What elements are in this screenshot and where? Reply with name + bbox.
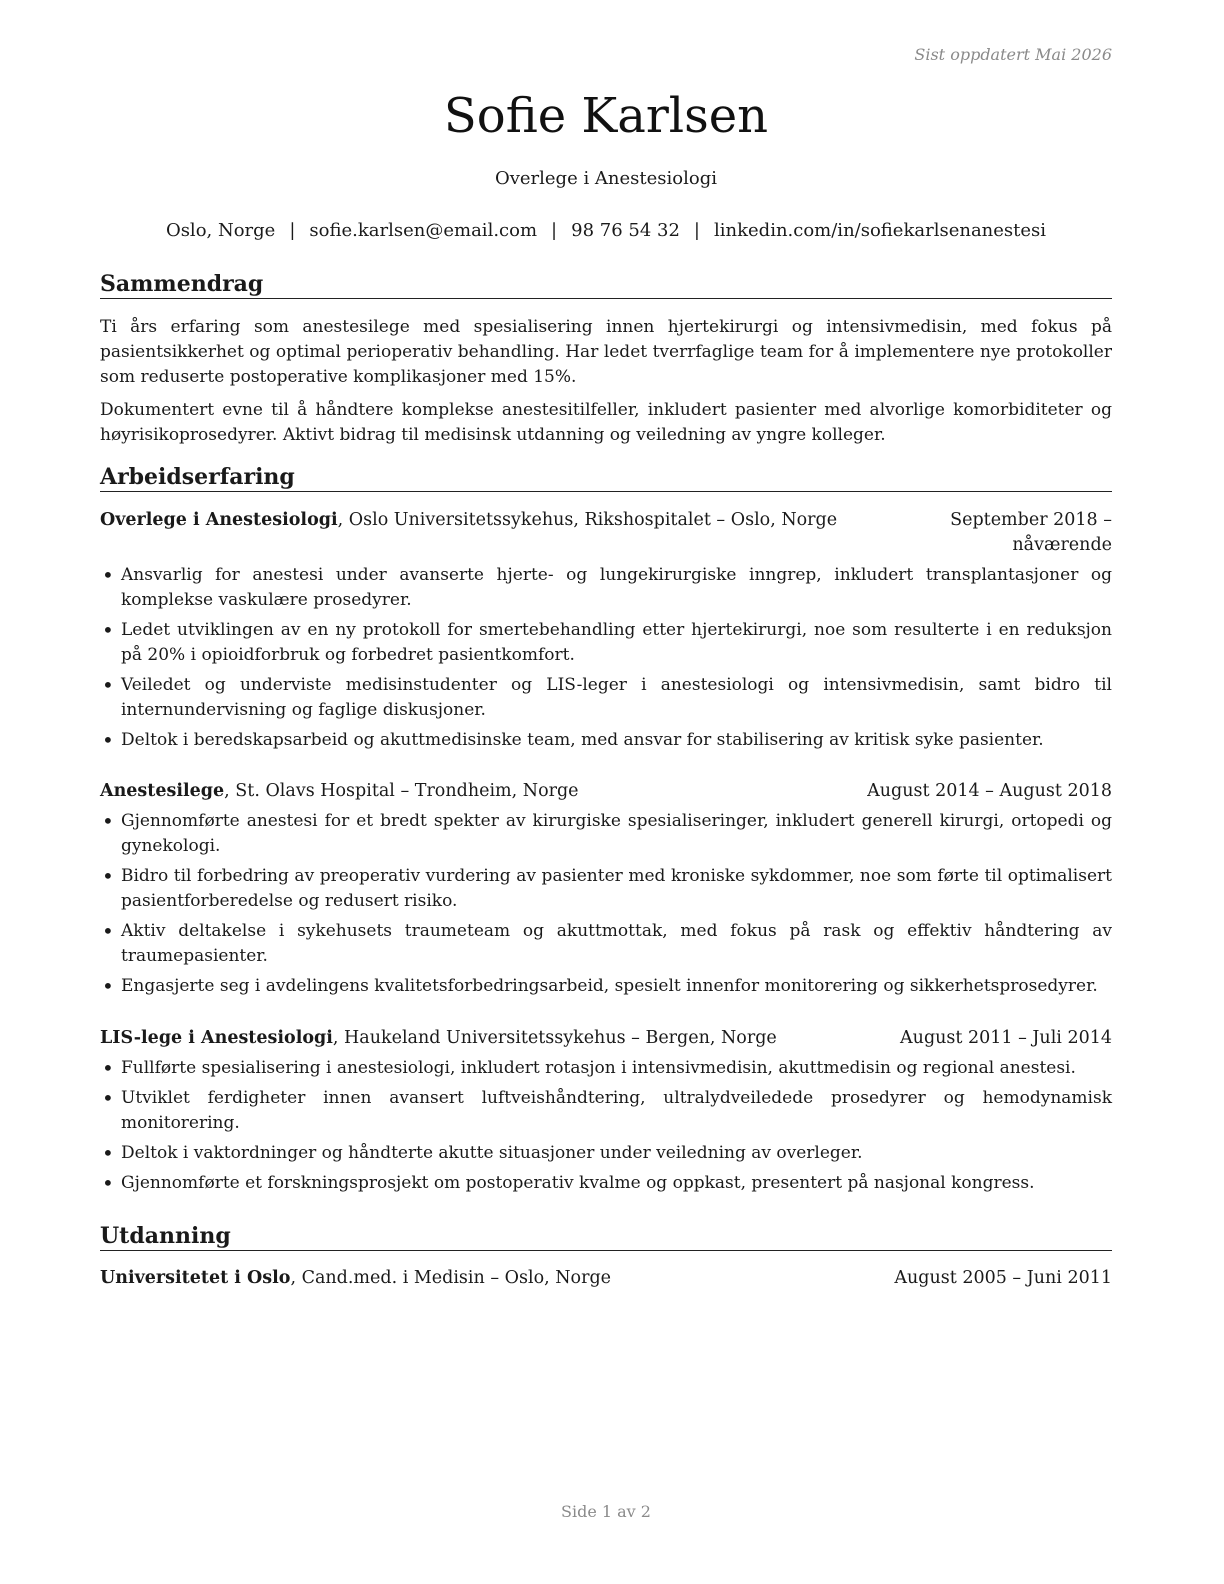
list-item: • Gjennomførte anestesi for et bredt spekter av kirurgiske spesialiseringer, inkludert generell kirurgi, ortopedi og gynekologi.	[100, 809, 1112, 859]
job-date: August 2014 – August 2018	[867, 781, 1112, 801]
summary-paragraph: Ti års erfaring som anestesilege med spesialisering innen hjertekirurgi og intensivmedisin, med fokus på pasientsikkerhet og optimal perioperativ behandling. Har ledet tverrfaglige team for å implementere nye protokoller som reduserte postoperative komplikasjoner med 15%.	[100, 317, 1112, 387]
list-item: • Aktiv deltakelse i sykehusets traumeteam og akuttmottak, med fokus på rask og effektiv håndtering av traumepasienter.	[100, 919, 1112, 969]
contact-email[interactable]: sofie.karlsen@email.com	[309, 220, 538, 241]
job-header	[100, 1026, 1112, 1051]
list-item: • Ledet utviklingen av en ny protokoll for smertebehandling etter hjertekirurgi, noe som resulterte i en reduksjon på 20% i opioidforbruk og forbedret pasientkomfort.	[100, 618, 1112, 668]
contact-line	[100, 220, 1112, 241]
job-place: , St. Olavs Hospital – Trondheim, Norge	[224, 781, 579, 801]
person-name: Sofie Karlsen	[443, 88, 769, 144]
list-item: • Fullførte spesialisering i anestesiologi, inkludert rotasjon i intensivmedisin, akuttmedisin og regional anestesi.	[100, 1056, 1112, 1081]
list-item: • Bidro til forbedring av preoperativ vurdering av pasienter med kroniske sykdommer, noe som førte til optimalisert pasientforberedelse og redusert risiko.	[100, 864, 1112, 914]
job-role: Overlege i Anestesiologi	[100, 510, 338, 530]
contact-separator: |	[551, 220, 558, 241]
list-item: • Veiledet og underviste medisinstudenter og LIS-leger i anestesiologi og intensivmedisin, samt bidro til internundervisning og faglige diskusjoner.	[100, 673, 1112, 723]
job-header	[100, 779, 1112, 804]
education-date: August 2005 – Juni 2011	[894, 1268, 1112, 1288]
job-title: Overlege i Anestesiologi	[494, 168, 718, 189]
contact-location: Oslo, Norge	[165, 220, 276, 241]
contact-separator: |	[289, 220, 296, 241]
list-item: • Deltok i beredskapsarbeid og akuttmedisinske team, med ansvar for stabilisering av kritisk syke pasienter.	[100, 728, 1112, 753]
contact-linkedin[interactable]: linkedin.com/in/sofiekarlsenanestesi	[714, 220, 1047, 241]
education-item	[100, 1266, 1112, 1291]
list-item: • Engasjerte seg i avdelingens kvalitetsforbedringsarbeid, spesielt innenfor monitorering og sikkerhetsprosedyrer.	[100, 974, 1112, 999]
last-updated: Sist oppdatert Mai 2026	[914, 45, 1112, 64]
job-header	[100, 508, 1112, 555]
contact-phone[interactable]: 98 76 54 32	[571, 220, 680, 241]
job-bullet-list	[100, 1056, 1112, 1201]
job-role: LIS-lege i Anestesiologi	[100, 1028, 333, 1048]
education-degree: , Cand.med. i Medisin – Oslo, Norge	[290, 1268, 612, 1288]
page-number: Side 1 av 2	[561, 1502, 651, 1521]
job-bullet-list	[100, 563, 1112, 758]
job-date: September 2018 – nåværende	[950, 510, 1112, 555]
job-place: , Oslo Universitetssykehus, Rikshospitalet – Oslo, Norge	[337, 510, 838, 530]
job-date: August 2011 – Juli 2014	[900, 1028, 1112, 1048]
section-title-education: Utdanning	[100, 1222, 1112, 1251]
list-item: • Deltok i vaktordninger og håndterte akutte situasjoner under veiledning av overleger.	[100, 1141, 1112, 1166]
job-place: , Haukeland Universitetssykehus – Bergen, Norge	[332, 1028, 777, 1048]
job-bullet-list	[100, 809, 1112, 1004]
section-title-summary: Sammendrag	[100, 270, 1112, 299]
job-role: Anestesilege	[100, 781, 225, 801]
contact-separator: |	[693, 220, 700, 241]
list-item: • Ansvarlig for anestesi under avanserte hjerte- og lungekirurgiske inngrep, inkludert transplantasjoner og komplekse vaskulære prosedyrer.	[100, 563, 1112, 613]
list-item: • Utviklet ferdigheter innen avansert luftveishåndtering, ultralydveiledede prosedyrer og hemodynamisk monitorering.	[100, 1086, 1112, 1136]
resume-page	[100, 0, 1112, 1584]
education-school: Universitetet i Oslo	[100, 1268, 291, 1288]
section-title-experience: Arbeidserfaring	[100, 463, 1112, 492]
list-item: • Gjennomførte et forskningsprosjekt om postoperativ kvalme og oppkast, presentert på nasjonal kongress.	[100, 1171, 1112, 1196]
summary-paragraph: Dokumentert evne til å håndtere komplekse anestesitilfeller, inkludert pasienter med alvorlige komorbiditeter og høyrisikoprosedyrer. Aktivt bidrag til medisinsk utdanning og veiledning av yngre kolleger.	[100, 400, 1112, 445]
